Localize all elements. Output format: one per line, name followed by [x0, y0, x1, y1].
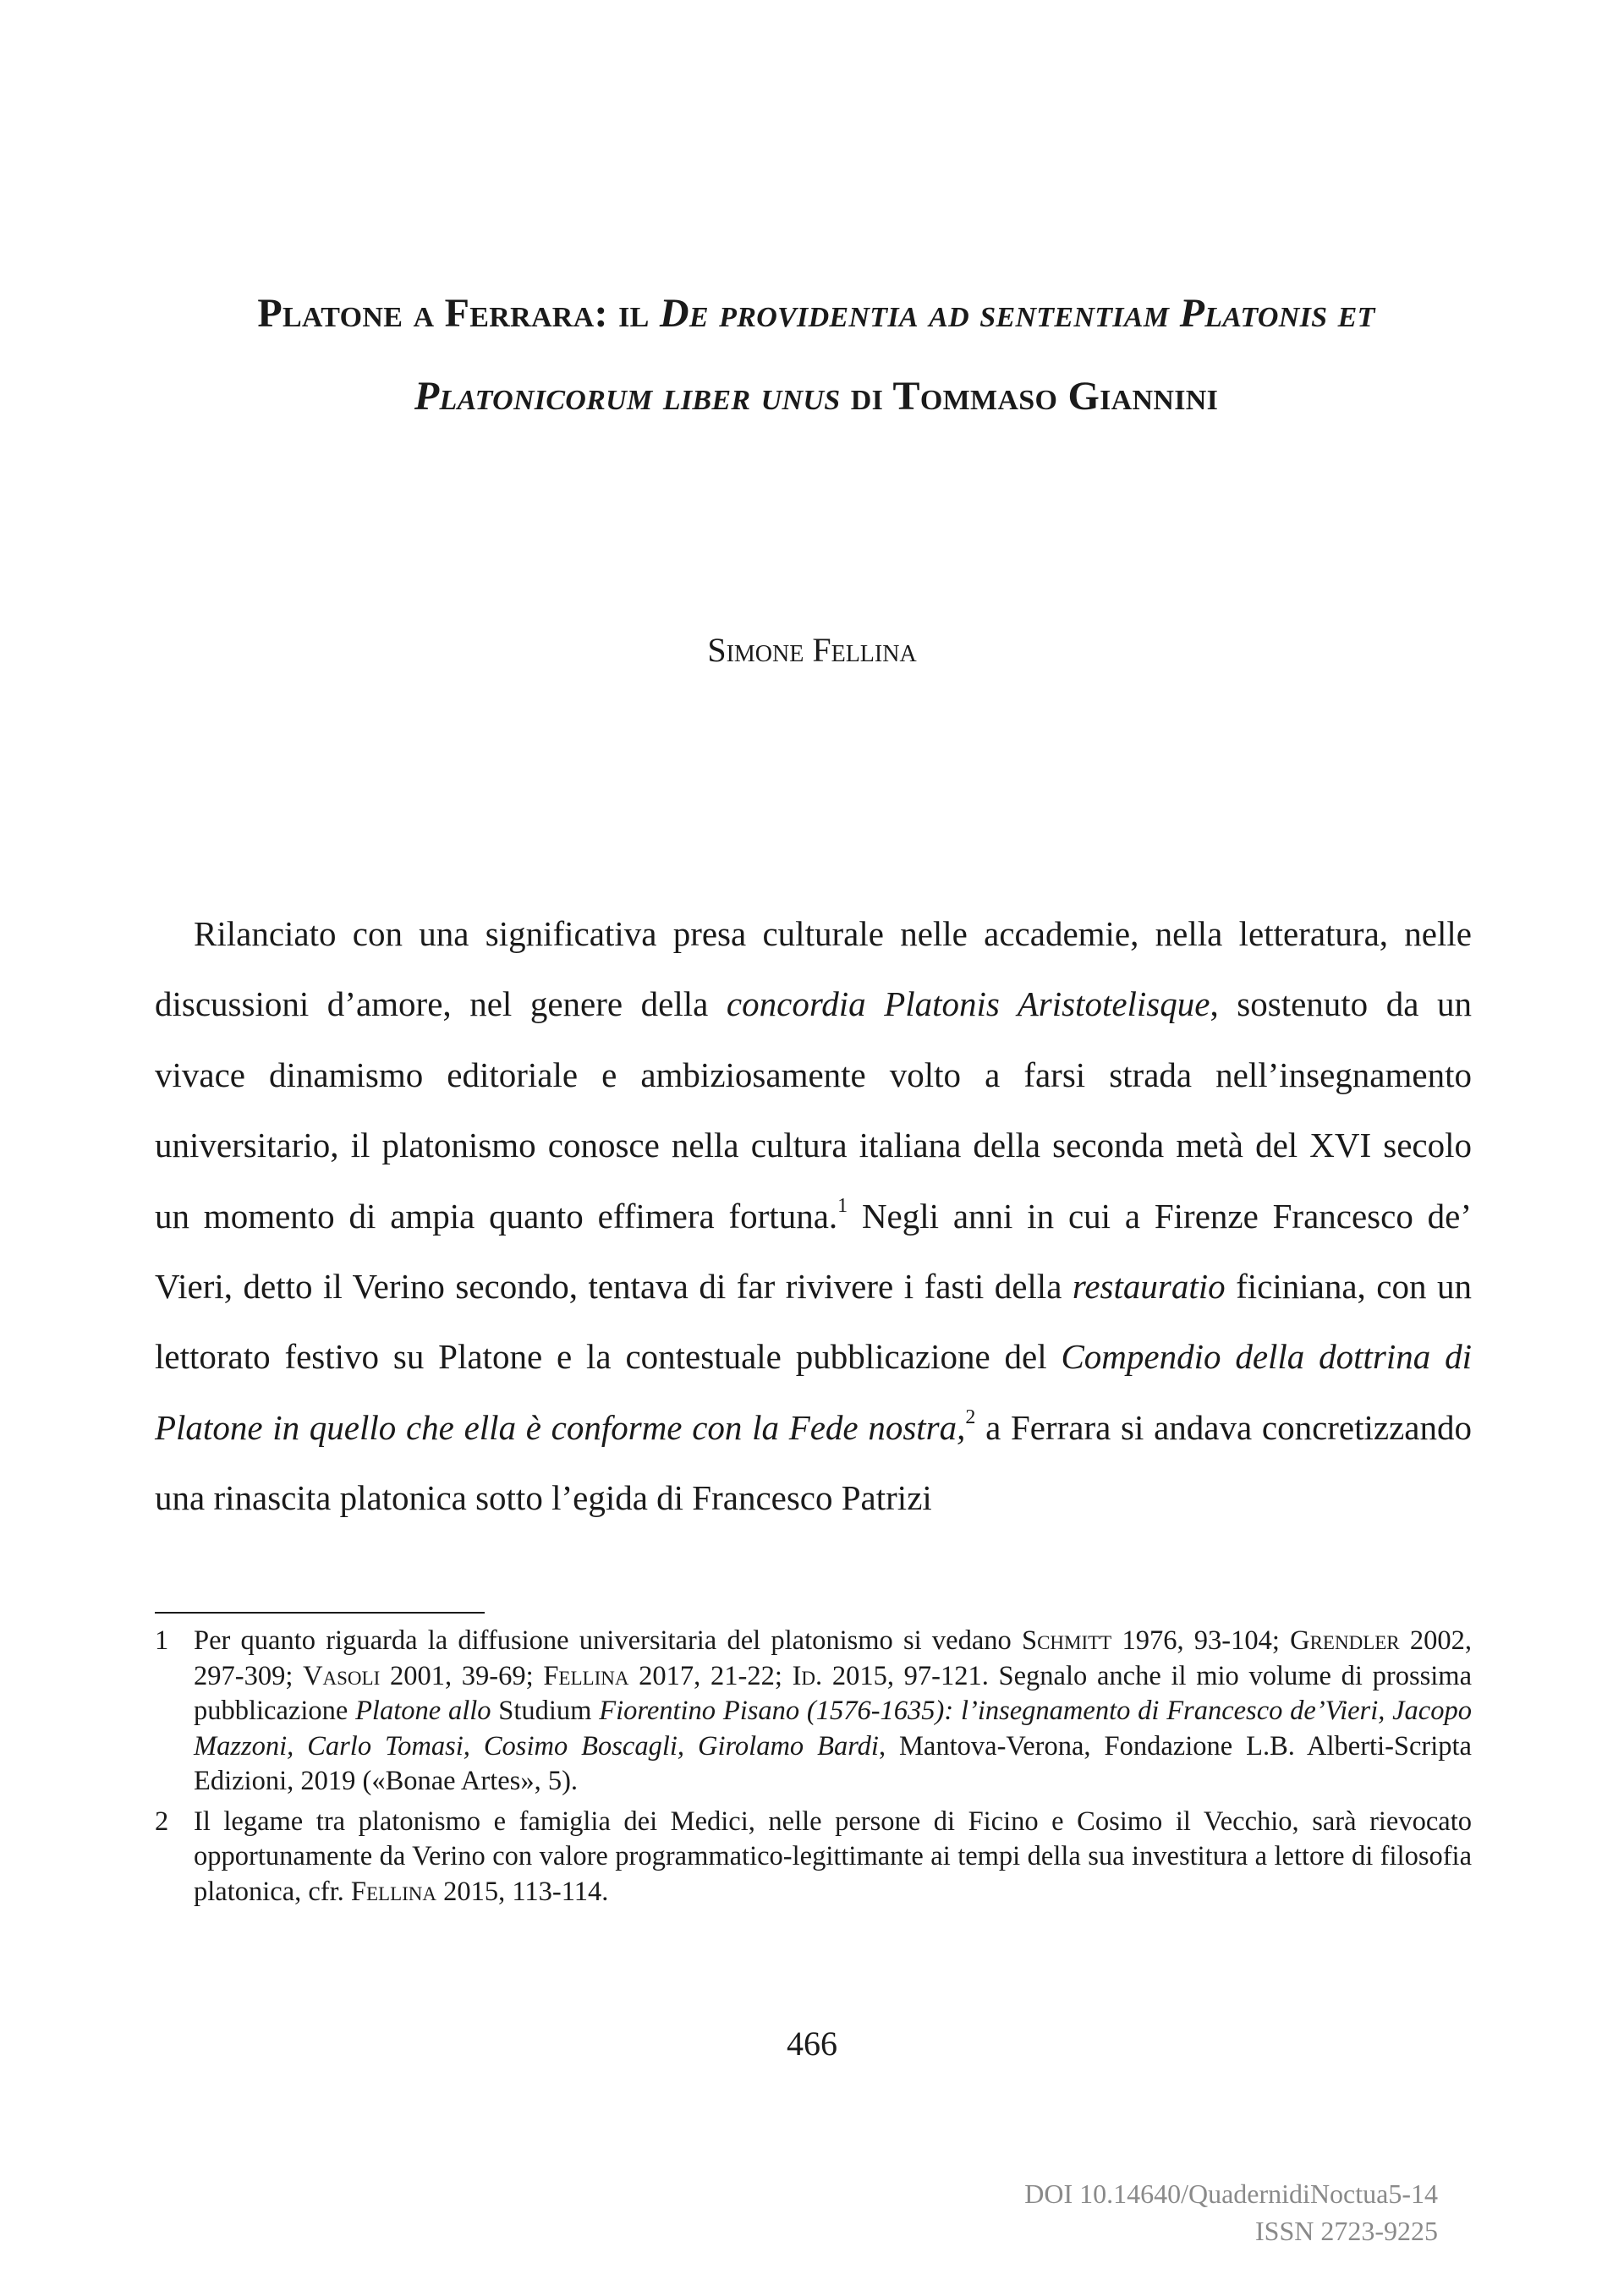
body-text-1: Rilanciato con una significativa presa culturale nelle accademie, nella letteratura, nelle discussioni d’amore, nel genere della: [155, 914, 1472, 1024]
doi-text[interactable]: DOI 10.14640/QuadernidiNoctua5-14: [1024, 2178, 1438, 2209]
title-italic-work: De providentia ad sententiam Platonis et Platonicorum liber unus: [414, 291, 1375, 419]
footnote-ref-1[interactable]: 1: [837, 1194, 848, 1217]
footnote-italic: Platone allo: [355, 1696, 491, 1726]
footnote-text-run: 2015, 113-114.: [436, 1876, 609, 1907]
title-part-1: Platone a Ferrara: il: [257, 291, 660, 337]
body-text-4: ficiniana, con un lettorato festivo su Platone e la contestuale pubblicazione del: [155, 1267, 1472, 1377]
title-part-2: di Tommaso Giannini: [840, 374, 1219, 419]
footnote-2: [155, 1805, 1472, 1910]
footnote-text-run: , Mantova-Verona, Fondazione L.B. Alberti-Scripta Edizioni, 2019 («Bonae Artes», 5).: [194, 1730, 1472, 1796]
footnote-text-run: 2001, 39-69;: [380, 1660, 544, 1691]
author-citation: Schmitt: [1022, 1625, 1112, 1656]
footnote-number: 1: [155, 1625, 169, 1656]
footnote-text-run: Per quanto riguarda la diffusione universitaria del platonismo si vedano: [194, 1625, 1022, 1656]
author-name: Simone Fellina: [707, 631, 917, 669]
footnote-italic: Fiorentino Pisano (1576-1635): l’insegnamento di Francesco de’Vieri, Jacopo Mazzoni, Carlo Tomasi, Cosimo Boscagli, Girolamo Bardi: [194, 1696, 1472, 1762]
footnote-ref-2[interactable]: 2: [965, 1406, 976, 1429]
body-italic-2: restauratio: [1072, 1267, 1226, 1307]
footnotes: [155, 1624, 1472, 1915]
article-title: [195, 272, 1438, 438]
footnote-text-run: 2015, 97-121. Segnalo anche il mio volume di prossima pubblicazione: [194, 1660, 1472, 1726]
author-citation: Vasoli: [303, 1660, 381, 1691]
footnote-text-run: 2017, 21-22;: [628, 1660, 793, 1691]
body-text-3: Negli anni in cui a Firenze Francesco de’ Vieri, detto il Verino secondo, tentava di far rivivere i fasti della: [155, 1196, 1472, 1307]
author-citation: Fellina: [543, 1660, 629, 1691]
footnote-text-run: Studium: [491, 1696, 600, 1726]
author-citation: Fellina: [350, 1876, 437, 1907]
body-text-2: , sostenuto da un vivace dinamismo editoriale e ambiziosamente volto a farsi strada nell’insegnamento universitario, il platonismo conosce nella cultura italiana della seconda metà del XVI secolo un momento di ampia quanto effimera fortuna.: [155, 984, 1472, 1236]
page-number: 466: [787, 2025, 837, 2063]
footnote-text: [194, 1805, 1472, 1910]
author-citation: Grendler: [1290, 1625, 1400, 1656]
body-italic-3: Compendio della dottrina di Platone in quello che ella è conforme con la Fede nostra,: [155, 1337, 1472, 1447]
footnote-text-run: Il legame tra platonismo e famiglia dei Medici, nelle persone di Ficino e Cosimo il Vecchio, sarà rievocato opportunamente da Verino con valore programmatico-legittimante ai tempi della sua investitura a lettore di filosofia platonica, cfr.: [194, 1806, 1472, 1907]
footnote-text-run: 1976, 93-104;: [1111, 1625, 1291, 1656]
footnote-text-run: 2002, 297-309;: [194, 1625, 1472, 1691]
issn-text: ISSN 2723-9225: [1254, 2216, 1438, 2246]
body-text-5: a Ferrara si andava concretizzando una rinascita platonica sotto l’egida di Francesco Patrizi: [155, 1407, 1472, 1518]
doi-block: [1024, 2175, 1438, 2249]
footnote-1: [155, 1624, 1472, 1800]
body-paragraph: [155, 899, 1472, 1534]
body-italic-1: concordia Platonis Aristotelisque: [726, 984, 1210, 1024]
author-citation: Id.: [792, 1660, 823, 1691]
footnote-text: [194, 1624, 1472, 1800]
footnote-number: 2: [155, 1806, 169, 1837]
footnote-separator: [155, 1612, 485, 1614]
